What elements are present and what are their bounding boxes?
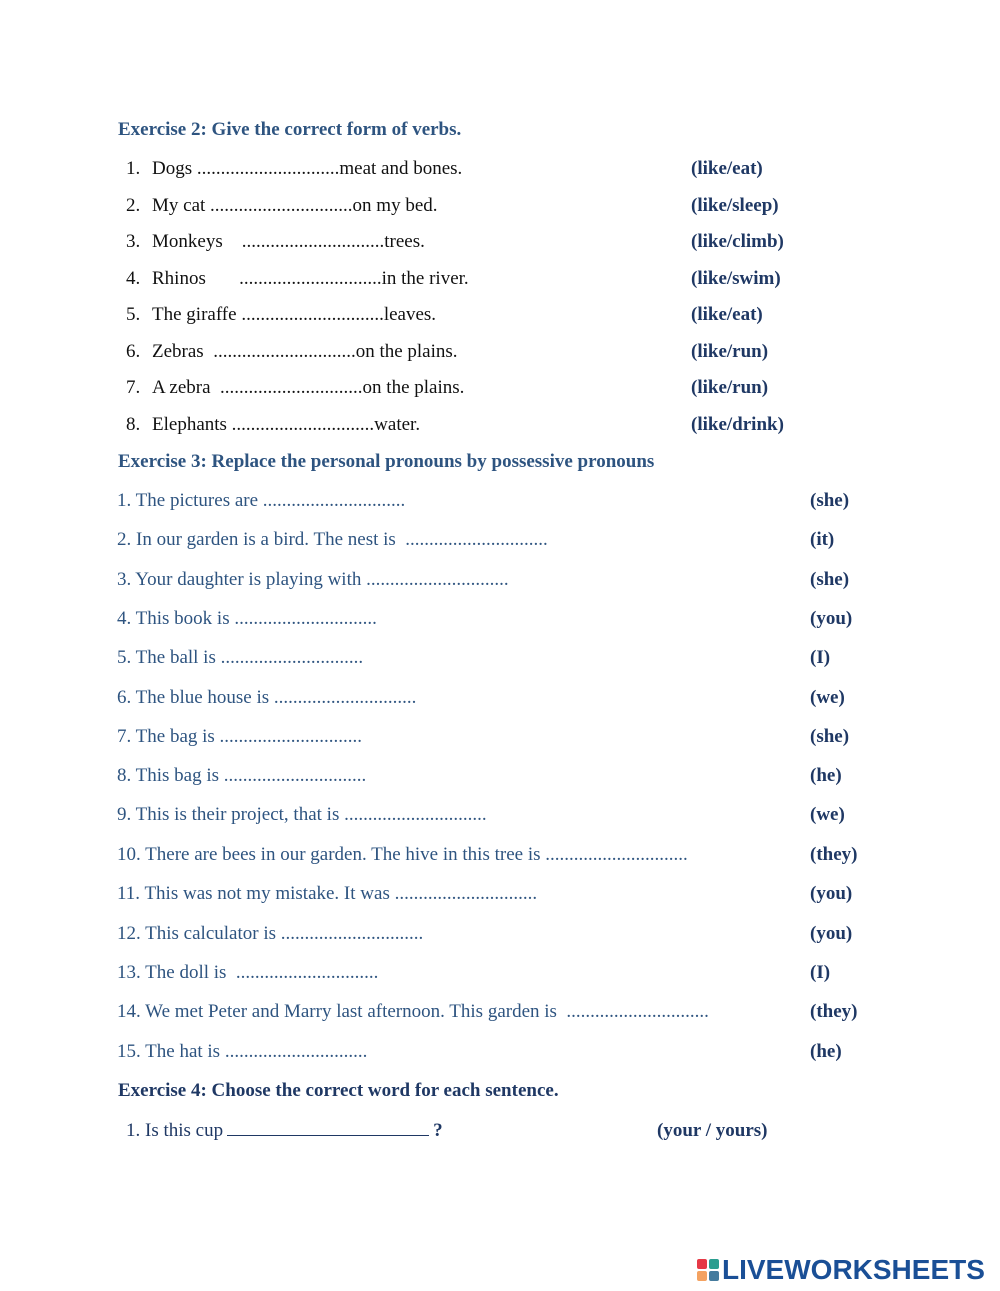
exercise2-item-text: Rhinos ..............................in the river. [152,268,469,289]
exercise2-item: 7. A zebra ..............................on the plains. [126,377,465,398]
exercise2-hint: (like/eat) [691,304,763,325]
exercise2-hint: (like/eat) [691,158,763,179]
exercise2-item: 3. Monkeys ..............................trees. [126,231,425,252]
exercise3-item: 10. There are bees in our garden. The hive in this tree is .............................. [117,844,688,865]
exercise3-item: 15. The hat is .............................. [117,1041,368,1062]
exercise3-hint: (she) [810,726,850,747]
exercise3-item: 11. This was not my mistake. It was .............................. [117,883,538,904]
exercise3-hint: (she) [810,569,850,590]
exercise3-item: 1. The pictures are .............................. [117,490,406,511]
exercise2-item-text: Zebras ..............................on the plains. [152,341,458,362]
exercise2-item-text: Dogs ..............................meat and bones. [152,158,463,179]
exercise3-hint: (they) [810,844,858,865]
exercise3-hint: (she) [810,490,850,511]
exercise2-item-text: My cat ..............................on my bed. [152,195,438,216]
exercise2-item-text: Monkeys ..............................trees. [152,231,425,252]
logo-blocks-icon [697,1259,719,1281]
exercise3-hint: (I) [810,962,831,983]
exercise3-item: 12. This calculator is .............................. [117,923,424,944]
exercise4-hint: (your / yours) [657,1120,768,1141]
exercise3-item: 14. We met Peter and Marry last afternoon. This garden is .............................. [117,1001,709,1022]
exercise2-item-text: A zebra ..............................on the plains. [152,377,465,398]
exercise2-hint: (like/sleep) [691,195,779,216]
exercise3-item: 8. This bag is .............................. [117,765,367,786]
exercise3-hint: (you) [810,883,853,904]
exercise2-item: 5. The giraffe ..............................leaves. [126,304,437,325]
exercise4-title: Exercise 4: Choose the correct word for each sentence. [118,1080,559,1101]
exercise3-hint: (I) [810,647,831,668]
exercise2-item: 1. Dogs ..............................meat and bones. [126,158,463,179]
liveworksheets-logo [697,1254,985,1286]
exercise2-hint: (like/run) [691,377,769,398]
exercise3-item: 4. This book is .............................. [117,608,377,629]
exercise4-item [126,1120,443,1142]
exercise2-item-text: Elephants ..............................water. [152,414,421,435]
exercise2-hint: (like/swim) [691,268,781,289]
exercise2-hint: (like/climb) [691,231,784,252]
exercise2-item-text: The giraffe ..............................leaves. [152,304,437,325]
exercise3-item: 2. In our garden is a bird. The nest is .............................. [117,529,548,550]
exercise3-hint: (you) [810,923,853,944]
exercise3-hint: (you) [810,608,853,629]
exercise2-item: 2. My cat ..............................on my bed. [126,195,438,216]
exercise3-hint: (we) [810,804,845,825]
exercise2-hint: (like/drink) [691,414,784,435]
exercise3-hint: (we) [810,687,845,708]
exercise3-title: Exercise 3: Replace the personal pronouns by possessive pronouns [118,451,655,472]
exercise4-item-prefix: 1. Is this cup [126,1120,224,1141]
exercise2-hint: (like/run) [691,341,769,362]
logo-text: LIVEWORKSHEETS [722,1254,985,1285]
exercise2-item: 8. Elephants ..............................water. [126,414,421,435]
exercise3-hint: (he) [810,1041,842,1062]
exercise2-title: Exercise 2: Give the correct form of verbs. [118,119,462,140]
exercise3-hint: (it) [810,529,835,550]
exercise3-hint: (he) [810,765,842,786]
answer-blank[interactable] [227,1121,429,1136]
exercise3-item: 13. The doll is .............................. [117,962,379,983]
exercise3-hint: (they) [810,1001,858,1022]
exercise3-item: 7. The bag is .............................. [117,726,363,747]
exercise4-item-suffix: ? [433,1120,443,1141]
exercise2-item: 4. Rhinos ..............................in the river. [126,268,469,289]
exercise2-item: 6. Zebras ..............................on the plains. [126,341,458,362]
exercise3-item: 6. The blue house is .............................. [117,687,417,708]
exercise3-item: 5. The ball is .............................. [117,647,364,668]
exercise3-item: 9. This is their project, that is .............................. [117,804,487,825]
exercise3-item: 3. Your daughter is playing with .............................. [117,569,509,590]
